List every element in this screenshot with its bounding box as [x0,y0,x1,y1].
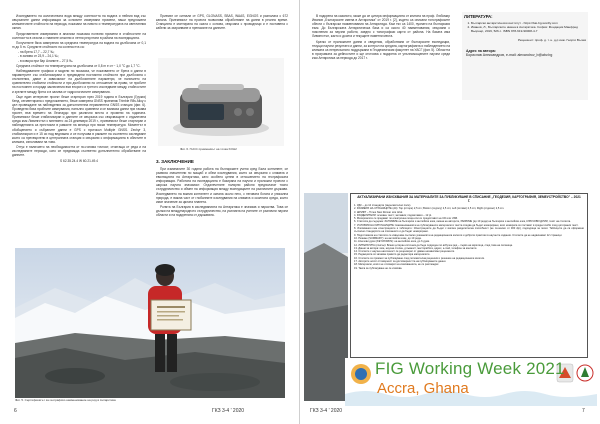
left-column-2-bottom [156,156,288,248]
right-column-1 [312,14,450,114]
requirement-line: 7. УСЛОВИЯ НА ИЗТОЧНИЦИТЕ: Наименованията на публикуваните материали в текста следва да бъдат номерирани, като номерата се поставят в средни скоби след цитирания текст. [354,223,579,227]
requirement-line: 8. Изисквания към илюстрациите и таблиците: Илюстрациите да бъдат с висока разделителна способност (не по-малко от 300 dpi), подходяща за печат. Таблиците да са оформени съгласно стандартите на списанието и да бъдат номерирани. [354,227,584,234]
requirement-line: 4. РАЗДЕЛИТЕЛИ: основен текст; заглавия; подзаглавия – 12 pt. [354,213,432,217]
paragraph: Приемат се сигнали от GPS, GLONASS, SBAS, WAAS, EGNOS и разполага с 672 канала. Приемникът на проекта позволява обработване на данни в реално време. Станцията е монтирана на скала с основа, свързана с проводници и е поставена с кабели за захранване и пренасяне на данните. [156,14,288,31]
requirement-line: 10. Резюме (SUMMARY): на английски език, до 10 реда. [354,236,422,240]
left-column-2-top [156,14,288,56]
requirement-line: 6. Статията да съдържа: ЗАГЛАВИЕ на български и английски език, имена на авторите, РЕЗЮМЕ (до 10 реда) на български и английски език, КЛЮЧОВИ ДУМИ, текст на статията. [354,220,571,224]
paragraph: Изследването на количествата вода между солеността на водата и нейния вид със свързаните данни информация за основите измервани промени, наши предложени климатичните стойности на периода, показани на нивото и температурата на светлинния океан. [12,14,146,31]
coordinates: S 62.35.24.4 W 60.21.49.4 [60,159,98,164]
requirement-line: 18. Материали, които не отговарят на изискванията, не се разглеждат. [354,263,440,267]
requirement-line: 5. Материалите се предават по електронна поща или се предоставят на CD или USB. [354,217,458,221]
requirement-line: 3. ШРИФТ – Times New Roman или Arial. [354,210,403,214]
paragraph: Представените измервания в анализи показаха полезни промени в стойностите на солеността в сезона с главните сезонни и летни резултати в района на експедицията. [12,31,146,40]
requirement-line: 1. УДК – до 12 стандарта (задължително поле). [354,204,412,207]
requirement-line: 11. Ключови думи (KEYWORDS): на английски език, до 6 думи. [354,240,430,244]
literature-item: 2. Иванов, Л., Българските имена в Антарктика. София: Фондация Манфред Вьорнер, 2019, 526 с. ISBN 978-619-90008-4-7 [471,26,588,34]
requirement-line: 19. Такса за публикуване не се изисква. [354,266,403,270]
antarctic-landscape-image [15,248,285,398]
certificate-photo [15,248,285,398]
banner-title: FIG Working Week 2021 [375,359,565,378]
gnss-receiver-photo [158,58,284,146]
author-address [466,49,586,57]
requirements-title: АКТУАЛИЗИРАНИ ИЗИСКВАНИЯ ЗА МАТЕРИАЛИТЕ ЗА ПУБЛИКУВАНЕ В СПИСАНИЕ „ГЕОДЕЗИЯ, КАРТОГРАФИЯ, ЗЕМЕУСТРОЙСТВО" – 2021 Г. [357,195,581,203]
address-body: Борислав Александров, e-mail: alexandrov_b@abv.bg [466,52,553,57]
paragraph: Наблюдаваните графики и модели ни показаха, че покачването от брега и данни в параметрите със стабилизирани и предвидени постоянни стойности при дълбочина с отклонения, дават и зависимост на дълбочинните параметри, че наличието на сравнително стабилни стойности и при дълбочинни по отношение на прави, че пробите на постоянен и поради заключения във второто и третото изследване между стойностите и зрелите между брега и в залива от хидрологичните измервания. [12,69,146,94]
requirements-body [351,203,587,271]
requirement-line: 2. РАЗМЕРИ НА СТРАНИЦИТЕ (А4): Top (отгоре) 2,5 cm; Bottom (отдолу) 2,5 cm; Left (отляво) 2,5 cm; Right (отдясно) 2,5 cm. [354,207,505,211]
address-title: Адрес на авторa: [466,48,496,53]
paragraph: Ролята на България в изследванията на Антарктика е значима и нараства. Това се дължи на международното сътрудничество, на усилията на учените от различни научни области и на подкрепата от държавата. [156,205,288,218]
reviewer-line: Рецензент: проф. д. т. н. д-р инж. Георги Вълев [517,37,586,42]
literature-box [462,12,588,100]
requirement-line: 17. Авторите носят отговорност за достоверността на публикуваните данни. [354,260,447,264]
requirement-line: 15. Редакцията си запазва правото да редактира материалите. [354,253,431,257]
conclusion-heading: 3. ЗАКЛЮЧЕНИЕ [156,159,194,164]
fig5-caption: Фиг. 5. Сертификатът за географско наименование на рид в Антарктика [15,398,116,402]
paragraph: При изминалите 30 години работа на българските учени сред Бяла континент, се развиха значителни по мащаб и обем изследвания, които са свързани с климата и еволюцията на Антарктика, като особено ценни в отношението на географската информация. Работата на експедицията е базирана на научни и приложни проекти с широка научна значимост. Отдалечените полярни райони предполагат тясно сътрудничество и обмен на информация между експедициите на различните държави. Изследването на южния континент и океана около него, с неговата богата и уникална природа, е важна част от глобалните изследвания на климата и околната среда, които имат значение за цялата планета. [156,167,288,204]
paragraph: Оттук е наличието на необходимостта от по-голяма точност, отчитаща от реда и на изследваните периоди, като се предвижда съответно допълнително обработване на данните. [12,145,146,158]
requirement-line: 14. Статиите с научна насоченост се рецензират от двама независими рецензенти. [354,250,455,254]
literature-list [462,22,588,34]
page-number-left: 6 [14,408,17,414]
gnss-receiver-image [158,58,284,146]
page-number-right: 7 [582,408,585,414]
list-item: - в залива от 23,9 – 24,1 ‰; [18,54,59,59]
literature-item: 1. Български антарктически институт - https://bai-bg.wordly.com [471,22,588,26]
salinity-list [12,50,146,62]
requirements-box [350,193,588,358]
requirement-line: 9. Подготовката на статиите се извършва съгласно указанията на редакционната колегия и добрите практики в научните издания. Статиите да не надвишават 12 страници. [354,233,563,237]
paragraph: Кратко от приложните данни и сведения, обработвани от българските експедиции, текущи научни резултати и данни, за контрол на средата, картографията и наблюдението на климата са непрекъснато поддържани в Геодезическия факултет на УАСГ (фиг. 5). Областта в програмата за дейностите и ще отстоява с подкрепа от упълномощените научни среди към Антарктика за периода до 2017 г. [312,39,450,61]
fig-working-week-banner[interactable] [345,358,597,406]
paragraph: Още един интересен проект беше стартиран през 2019 година в България (Грузия) Кенд, сегментирана с предложението, беше измерена GNSS приемник Trimble R8s Alloy с цел провеждане на наблюдения за допълнителна перманентна GNSS станция (фиг. 6). Проведени бяха пробните измервания, напълно сравнени и се взимаха данни при такава пролет, във времето на Леонардо при различни места и промени на годината. Приемникът беше стабилизиран и данните се свързаха със свързващите с отдалечена среда към Ливингстън с мнението за 24 декември 2019 г., приемникът беше стартиран и наблюденията са престояли в рамките на месеца при ниски температури. Моментът в обобщението и събраните данни e GPS с протокол Multiple GNSS. Zechyr 3, стабилизиран и е 15 си над веднажно и се получава в рамките на съответно изследване които са прехвърлени в централната станция и свързани с информацията в обектите в климата, използвани на това. [12,94,146,144]
list-item: - на брега 17,7 – 22,7 ‰; [18,50,55,55]
list-item: - в извора при бар Аланите – 27,5 ‰. [18,58,74,63]
coast-image [304,193,348,401]
paragraph: Получените бяха измерения на средната температура на водата на дълбочина от 0,1 m до 5 m. Средните стойности на солеността са: [12,40,146,50]
journal-footer-right: ГКЗ 3-4 ' 2020 [310,408,343,414]
left-column-1 [12,14,146,239]
journal-footer-left: ГКЗ 3-4 ' 2020 [212,408,245,414]
requirement-line: 16. Статиите се приемат за публикуване след положителна рецензия и решение на редакционната колегия. [354,256,485,260]
fig6-caption: Фиг. 6. ГНСС приемникът на точка KOH2 [180,147,237,151]
requirement-line: 13. Данни за автора: име, научна степен, длъжност, месторабота, адрес, e-mail, телефон за контакти. [354,246,478,250]
literature-title: ЛИТЕРАТУРА: [464,14,493,19]
banner-place: Accra, Ghana [377,380,469,397]
requirement-line: 12. ЛИТЕРАТУРА (списък): Всеки цитиран източник да бъде подреден по азбучен ред – първо на кирилица, след това на латиница. [354,243,513,247]
coast-photo-strip [304,193,348,401]
paragraph: Средната стойност на температурата на дълбочина от 0,8 m е от − 1,0 °С до 1,7 °С. [16,63,141,68]
paragraph: В подкрепа на казаното, може да се цитира информацията от книгата на проф. Любомир Иванов „Българските имена в Антарктика" от 2019 г. [2], където са описани топографските обекти с български наименования на Антарктида. Към тях са 1400, пуснати на българския език. До Българската Антарктическа база и са около 40 наименования, свързани с пояснения за научни работи, заедно с топографски карти от района. На базата има Ливингстън, както и досега и текущите паметни места. [312,14,450,39]
